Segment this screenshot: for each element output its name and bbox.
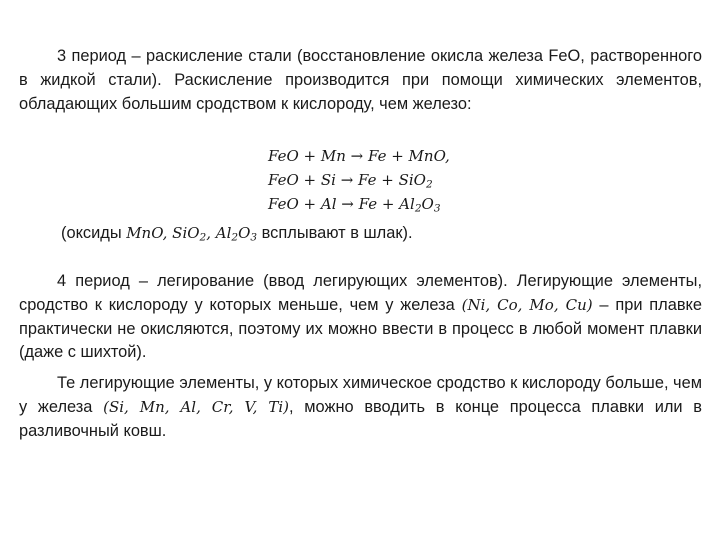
period-4-text-after: – при плавке практически не окисляются, поэтому их можно ввести в процесс в любой момент плавки (даже с шихтой). [19, 295, 703, 362]
late-alloying-text-after: , можно вводить в конце процесса плавки или в разливочный ковш. [19, 397, 702, 440]
late-alloying-text-before: Те легирующие элементы, у которых химическое сродство к кислороду больше, чем у железа [19, 374, 702, 416]
oxides-formula: MnO, SiO$_2$, $Al_2O_3$ [126, 224, 258, 244]
oxides-note [61, 224, 413, 243]
paragraph-late-alloying [19, 372, 702, 443]
equation-al-text: FeO + $Al \to Fe + Al_2O_3$ [268, 195, 441, 215]
period-4-text [19, 270, 702, 365]
period-3-text: 3 период – раскисление стали (восстановление окисла железа FeO, растворенного в жидкой стали). Раскисление производится при помощи химических элементов, обладающих большим сродством к кислороду, чем железо: [19, 47, 702, 113]
equation-mn [268, 147, 450, 165]
oxides-suffix: всплывают в шлак). [261, 224, 413, 242]
oxides-prefix: (оксиды [61, 224, 122, 242]
equation-mn-text: FeO + Mn → Fe + MnO, [268, 147, 450, 165]
paragraph-period-4 [19, 270, 702, 365]
equation-si [268, 171, 433, 189]
equation-si-text: FeO + Si → Fe + SiO$_2$ [268, 171, 433, 191]
late-alloying-text [19, 372, 702, 443]
period-4-elements: (Ni, Co, Mo, Cu) [461, 295, 593, 314]
paragraph-period-3 [19, 45, 702, 116]
equation-al [268, 195, 441, 213]
period-4-text-before: 4 период – легирование (ввод легирующих элементов). Легирующие элементы, сродство к кислороду у которых меньше, чем у железа [19, 272, 702, 314]
late-alloying-elements: (Si, Mn, Al, Cr, V, Ti) [103, 397, 290, 416]
